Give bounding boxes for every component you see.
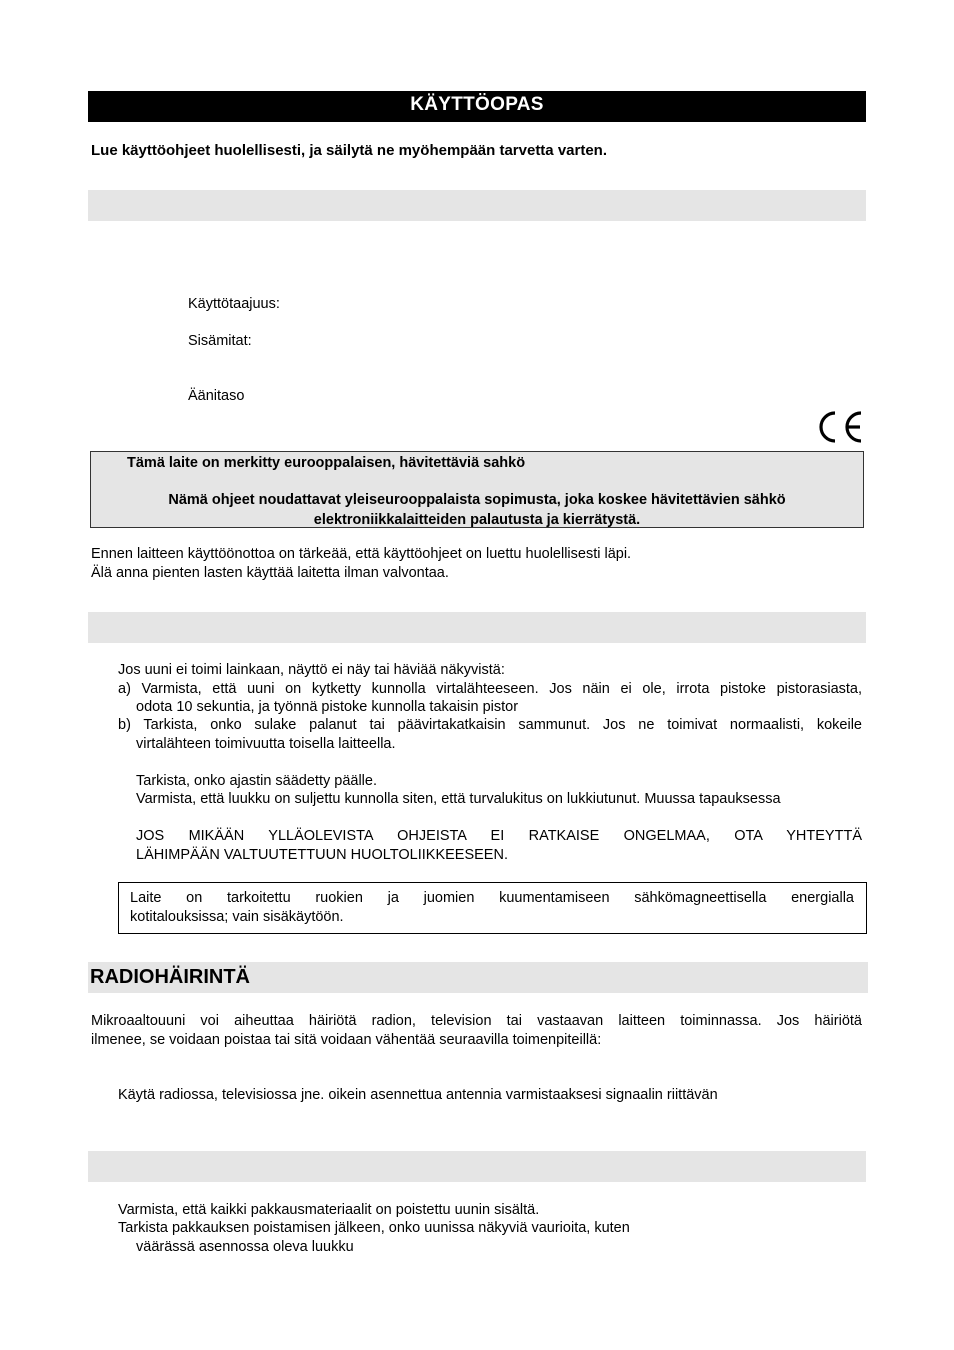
section-header-bar (88, 1151, 866, 1182)
weee-line-1: Tämä laite on merkitty eurooppalaisen, hävitettäviä sahkö (127, 455, 526, 471)
weee-notice-box (90, 451, 864, 528)
ce-mark-icon (815, 409, 865, 445)
intended-use-line-2: kotitalouksissa; vain sisäkäytöön. (130, 909, 344, 925)
weee-paragraph (91, 490, 863, 530)
intro-text: Lue käyttöohjeet huolellisesti, ja säilytä ne myöhempään tarvetta varten. (91, 142, 608, 159)
unpacking-line-1: Varmista, että kaikki pakkausmateriaalit on poistettu uunin sisältä. (118, 1202, 540, 1218)
troubleshooting-a-line-1: a) Varmista, että uuni on kytketty kunnolla virtalähteeseen. Jos näin ei ole, irrota pistoke pistorasiasta, (118, 681, 862, 697)
safety-line-1: Ennen laitteen käyttöönottoa on tärkeää, että käyttöohjeet on luettu huolellisesti läpi. (91, 546, 632, 562)
spec-internal-dimensions-label: Sisämitat: (188, 333, 252, 349)
troubleshooting-contact-line-2: LÄHIMPÄÄN VALTUUTETTUUN HUOLTOLIIKKEESEEN. (136, 847, 508, 863)
weee-line-3: elektroniikkalaitteiden palautusta ja kierrätystä. (313, 512, 641, 528)
troubleshooting-timer: Tarkista, onko ajastin säädetty päälle. (136, 773, 377, 789)
intended-use-line-1: Laite on tarkoitettu ruokien ja juomien kuumentamiseen sähkömagneettisella energialla (130, 890, 854, 906)
radio-paragraph-line-1: Mikroaaltouuni voi aiheuttaa häiriötä radion, television tai vastaavan laitteen toiminnassa. Jos häiriötä (91, 1013, 862, 1029)
troubleshooting-b-line-2: virtalähteen toimivuutta toisella laitteella. (136, 736, 396, 752)
section-header-bar (88, 190, 866, 221)
weee-line-2: Nämä ohjeet noudattavat yleiseurooppalaista sopimusta, joka koskee hävitettävien sähkö (168, 492, 786, 508)
radio-paragraph-line-2: ilmenee, se voidaan poistaa tai sitä voidaan vähentää seuraavilla toimenpiteillä: (91, 1032, 602, 1048)
section-header-bar (88, 612, 866, 643)
radio-antenna-tip: Käytä radiossa, televisiossa jne. oikein asennettua antennia varmistaaksesi signaalin riittävän (118, 1087, 718, 1103)
troubleshooting-a-line-2: odota 10 sekuntia, ja työnnä pistoke kunnolla takaisin pistor (136, 699, 519, 715)
spec-frequency-label: Käyttötaajuus: (188, 296, 280, 312)
safety-line-2: Älä anna pienten lasten käyttää laitetta ilman valvontaa. (91, 565, 449, 581)
troubleshooting-door: Varmista, että luukku on suljettu kunnolla siten, että turvalukitus on lukkiutunut. Muussa tapauksessa (136, 791, 781, 807)
troubleshooting-intro: Jos uuni ei toimi lainkaan, näyttö ei näy tai häviää näkyvistä: (118, 662, 505, 678)
troubleshooting-b-line-1: b) Tarkista, onko sulake palanut tai päävirtakatkaisin sammunut. Jos ne toimivat normaalisti, kokeile (118, 717, 862, 733)
section-title-radio-interference: RADIOHÄIRINTÄ (88, 962, 868, 993)
unpacking-line-2: Tarkista pakkauksen poistamisen jälkeen, onko uunissa näkyviä vaurioita, kuten (118, 1220, 630, 1236)
troubleshooting-contact-line-1: JOS MIKÄÄN YLLÄOLEVISTA OHJEISTA EI RATKAISE ONGELMAA, OTA YHTEYTTÄ (136, 828, 862, 844)
intended-use-box (118, 882, 867, 934)
page-title: KÄYTTÖOPAS (88, 91, 866, 122)
unpacking-line-3: väärässä asennossa oleva luukku (136, 1239, 354, 1255)
spec-noise-level-label: Äänitaso (188, 388, 245, 404)
